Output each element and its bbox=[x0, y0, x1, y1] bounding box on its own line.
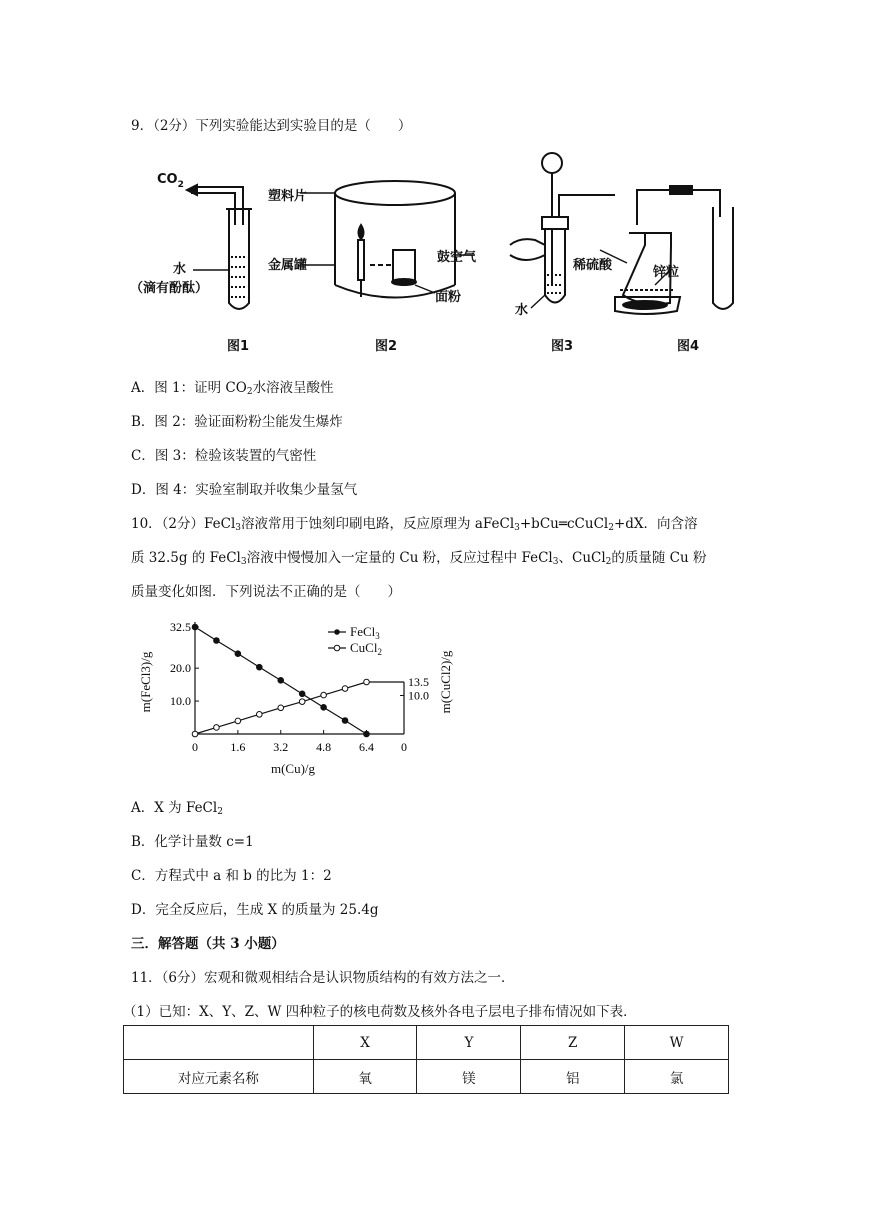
table-cell: 对应元素名称 bbox=[124, 1060, 314, 1094]
y-right-tick-label: 13.5 bbox=[408, 675, 429, 689]
data-point-fecl3 bbox=[235, 651, 241, 657]
x-axis-title: m(Cu)/g bbox=[270, 761, 316, 776]
fig1-water-label: 水 bbox=[173, 262, 187, 277]
q11-stem: 11．（6分）宏观和微观相结合是认识物质结构的有效方法之一． bbox=[131, 970, 515, 986]
fig2-drawing bbox=[300, 181, 475, 298]
table-cell: Z bbox=[521, 1026, 625, 1060]
q10-stem-line1: 10．（2分）FeCl$_3$溶液常用于蚀刻印刷电路，反应原理为 aFeCl$_3$+bCu═cCuCl$_2$+dX．向含溶 bbox=[131, 516, 698, 533]
q9-option-c: C．图 3：检验该装置的气密性 bbox=[131, 448, 317, 464]
table-cell: W bbox=[625, 1026, 729, 1060]
data-point-cucl2 bbox=[321, 692, 327, 698]
q10-option-b: B．化学计量数 c=1 bbox=[131, 834, 254, 850]
y-right-tick-label: 10.0 bbox=[408, 688, 429, 703]
q9-option-d: D．图 4：实验室制取并收集少量氢气 bbox=[131, 482, 358, 498]
series-line-cucl2 bbox=[195, 682, 404, 734]
fig1-note-label: （滴有酚酞） bbox=[130, 281, 209, 296]
data-point-cucl2 bbox=[257, 712, 263, 718]
data-point-fecl3 bbox=[278, 678, 284, 684]
table-cell: X bbox=[313, 1026, 417, 1060]
legend-fecl3-marker bbox=[334, 629, 340, 635]
q10-option-a: A．X 为 FeCl$_2$ bbox=[131, 800, 223, 817]
y-left-tick-label: 32.5 bbox=[170, 620, 191, 634]
table-cell: 铝 bbox=[521, 1060, 625, 1094]
data-point-cucl2 bbox=[192, 731, 198, 737]
q9-apparatus-figure bbox=[125, 145, 765, 360]
fig4-acid-label: 稀硫酸 bbox=[573, 258, 613, 273]
fig4-caption: 图4 bbox=[677, 339, 700, 354]
data-point-cucl2 bbox=[214, 725, 220, 731]
x-tick-label: 4.8 bbox=[316, 740, 332, 754]
data-point-cucl2 bbox=[235, 718, 241, 724]
table-cell: Y bbox=[417, 1026, 521, 1060]
data-point-fecl3 bbox=[214, 638, 220, 644]
fig1-caption: 图1 bbox=[227, 339, 250, 354]
q10-option-c: C．方程式中 a 和 b 的比为 1：2 bbox=[131, 868, 332, 884]
fig2-caption: 图2 bbox=[375, 339, 398, 354]
fig3-drawing bbox=[510, 153, 615, 308]
table-cell: 氧 bbox=[313, 1060, 417, 1094]
fig2-flour-label: 面粉 bbox=[435, 290, 462, 305]
q10-chart bbox=[128, 610, 458, 785]
table-cell: 氯 bbox=[625, 1060, 729, 1094]
table-cell: 镁 bbox=[417, 1060, 521, 1094]
fig2-air-label: 鼓空气 bbox=[437, 250, 477, 265]
x-tick-label: 0 bbox=[192, 740, 198, 754]
fig1-gas-label: $CO_2$ bbox=[157, 172, 184, 190]
data-point-fecl3 bbox=[299, 691, 305, 697]
data-point-cucl2 bbox=[278, 705, 284, 711]
fig3-caption: 图3 bbox=[551, 339, 574, 354]
q9-stem: 9．（2分）下列实验能达到实验目的是（ ） bbox=[131, 118, 412, 134]
electron-table bbox=[123, 1025, 729, 1094]
fig2-lid-label: 塑料片 bbox=[268, 189, 308, 204]
y-left-axis-title: m(FeCl3)/g bbox=[138, 651, 153, 713]
q9-option-a: A．图 1：证明 $CO_2$水溶液呈酸性 bbox=[131, 380, 334, 397]
x-tick-label: 0 bbox=[401, 740, 407, 754]
fig4-zinc-label: 锌粒 bbox=[653, 265, 680, 280]
table-header-row bbox=[124, 1026, 729, 1060]
data-point-cucl2 bbox=[342, 686, 348, 692]
q10-stem-line2: 质 32.5g 的 FeCl$_3$溶液中慢慢加入一定量的 Cu 粉，反应过程中 FeCl$_3$、CuCl$_2$的质量随 Cu 粉 bbox=[131, 550, 707, 567]
x-tick-label: 3.2 bbox=[273, 740, 289, 754]
q11-subquestion-1: （1）已知：X、Y、Z、W 四种粒子的核电荷数及核外各电子层电子排布情况如下表． bbox=[123, 1004, 637, 1020]
data-point-fecl3 bbox=[342, 718, 348, 724]
q10-option-d: D．完全反应后，生成 X 的质量为 25.4g bbox=[131, 902, 379, 918]
data-point-fecl3 bbox=[321, 705, 327, 711]
data-point-fecl3 bbox=[192, 624, 198, 630]
table-cell bbox=[124, 1026, 314, 1060]
data-point-fecl3 bbox=[257, 664, 263, 670]
legend-cucl2-label: CuCl$_2$ bbox=[350, 640, 382, 657]
data-point-cucl2 bbox=[364, 679, 370, 685]
data-point-fecl3 bbox=[364, 731, 370, 737]
q9-option-b: B．图 2：验证面粉粉尘能发生爆炸 bbox=[131, 414, 343, 430]
section-title: 三．解答题（共 3 小题） bbox=[131, 936, 285, 952]
data-point-cucl2 bbox=[299, 699, 305, 705]
legend-fecl3-label: FeCl$_3$ bbox=[350, 624, 380, 641]
fig4-drawing bbox=[600, 186, 733, 314]
table-row bbox=[124, 1060, 729, 1094]
x-tick-label: 1.6 bbox=[230, 740, 246, 754]
x-tick-label: 6.4 bbox=[358, 740, 374, 754]
y-right-axis-title: m(CuCl2)/g bbox=[438, 650, 453, 714]
y-left-tick-label: 10.0 bbox=[170, 694, 191, 709]
q10-stem-line3: 质量变化如图．下列说法不正确的是（ ） bbox=[131, 584, 401, 600]
fig2-can-label: 金属罐 bbox=[268, 258, 308, 273]
fig3-water-label: 水 bbox=[515, 303, 529, 318]
legend-cucl2-marker bbox=[334, 645, 340, 651]
y-left-tick-label: 20.0 bbox=[170, 661, 191, 676]
